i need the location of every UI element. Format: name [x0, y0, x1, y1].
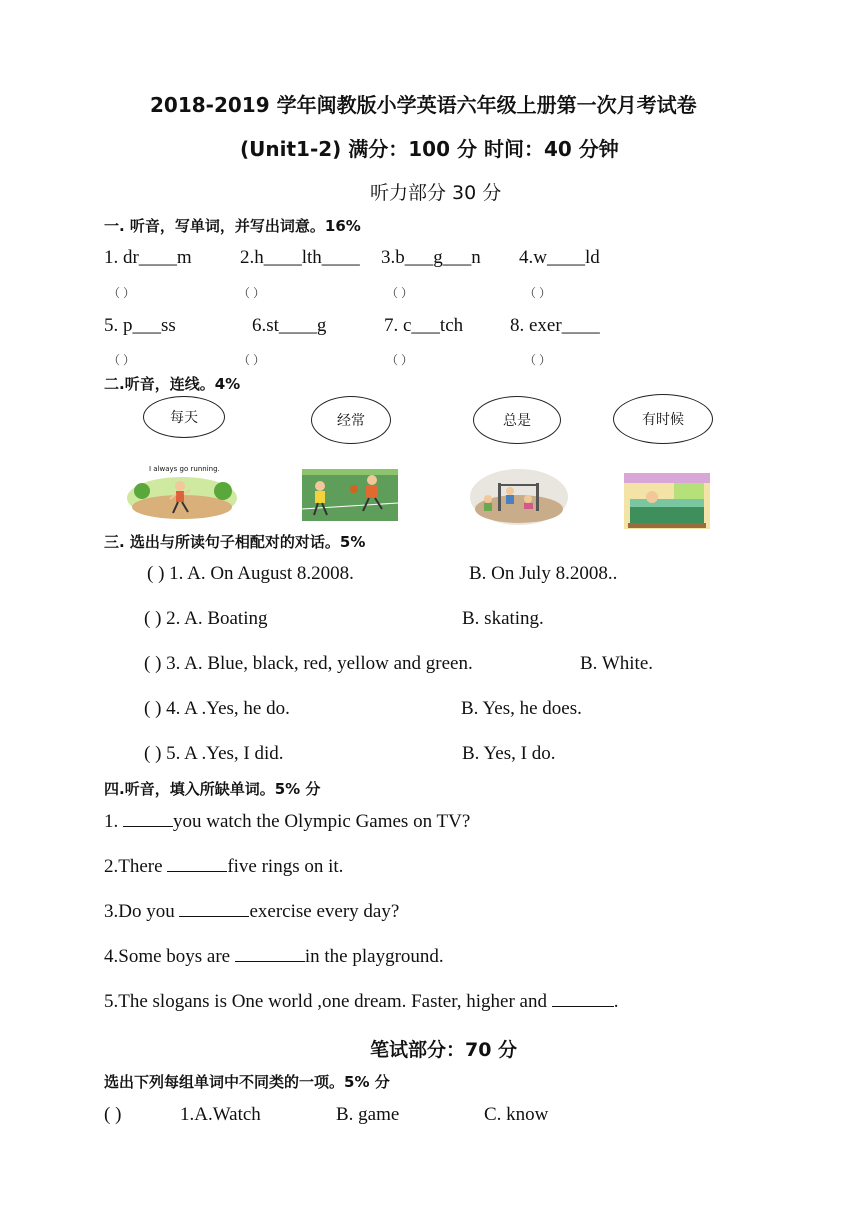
oval-often: 经常 — [311, 396, 391, 444]
running-caption: I always go running. — [149, 465, 220, 473]
match-q3-b: B. White. — [580, 653, 654, 674]
word-2: 2.h____lth____ — [240, 247, 360, 268]
word-6: 6.st____g — [252, 315, 327, 336]
fill-q5: 5.The slogans is One world ,one dream. Faster, higher and . — [104, 991, 619, 1012]
match-q2: ( ) 2. A. Boating — [144, 608, 268, 629]
oval-everyday: 每天 — [143, 396, 225, 438]
word-8: 8. exer____ — [510, 315, 600, 336]
word-7: 7. c___tch — [384, 315, 464, 336]
written-heading: 选出下列每组单词中不同类的一项。5% 分 — [104, 1073, 390, 1091]
match-q1-b: B. On July 8.2008.. — [469, 563, 618, 584]
fill-blank[interactable] — [552, 992, 614, 1007]
match-q2-b: B. skating. — [462, 608, 544, 629]
meaning-blank-7: （ ） — [386, 353, 414, 367]
match-q3: ( ) 3. A. Blue, black, red, yellow and green. — [144, 653, 473, 674]
odd-one-q1-b: B. game — [336, 1104, 400, 1125]
section1-heading: 一. 听音，写单词，并写出词意。16% — [104, 217, 361, 235]
meaning-blank-8: （ ） — [524, 353, 552, 367]
listening-title: 听力部分 30 分 — [370, 182, 502, 204]
match-q4: ( ) 4. A .Yes, he do. — [144, 698, 290, 719]
meaning-blank-2: （ ） — [238, 286, 266, 300]
odd-one-paren: ( ) — [104, 1104, 122, 1125]
fill-q4: 4.Some boys are in the playground. — [104, 946, 444, 967]
word-4: 4.w____ld — [519, 247, 600, 268]
fill-q1: 1. you watch the Olympic Games on TV? — [104, 811, 471, 832]
meaning-blank-3: （ ） — [386, 286, 414, 300]
word-3: 3.b___g___n — [381, 247, 481, 268]
running-picture — [127, 463, 238, 520]
oval-always: 总是 — [473, 396, 561, 444]
fill-blank[interactable] — [167, 857, 227, 872]
meaning-blank-5: （ ） — [108, 353, 136, 367]
meaning-blank-6: （ ） — [238, 353, 266, 367]
match-q1: ( ) 1. A. On August 8.2008. — [147, 563, 354, 584]
section3-heading: 三. 选出与所读句子相配对的对话。5% — [104, 533, 366, 551]
odd-one-q1-a: 1.A.Watch — [180, 1104, 261, 1125]
oval-sometimes: 有时候 — [613, 394, 713, 444]
meaning-blank-4: （ ） — [524, 286, 552, 300]
match-q5-b: B. Yes, I do. — [462, 743, 556, 764]
word-5: 5. p___ss — [104, 315, 176, 336]
word-1: 1. dr____m — [104, 247, 192, 268]
section4-heading: 四.听音，填入所缺单词。5% 分 — [104, 780, 321, 798]
written-title: 笔试部分：70 分 — [370, 1039, 518, 1061]
fill-blank[interactable] — [235, 947, 305, 962]
section2-heading: 二.听音，连线。4% — [104, 375, 241, 393]
basketball-picture — [302, 469, 398, 521]
exam-subtitle: (Unit1-2) 满分：100 分 时间：40 分钟 — [240, 137, 619, 161]
match-q5: ( ) 5. A .Yes, I did. — [144, 743, 284, 764]
gym-picture — [470, 469, 568, 525]
fill-blank[interactable] — [123, 812, 173, 827]
fill-blank[interactable] — [179, 902, 249, 917]
match-q4-b: B. Yes, he does. — [461, 698, 582, 719]
fill-q3: 3.Do you exercise every day? — [104, 901, 400, 922]
meaning-blank-1: （ ） — [108, 286, 136, 300]
exam-title: 2018-2019 学年闽教版小学英语六年级上册第一次月考试卷 — [150, 93, 697, 117]
odd-one-q1-c: C. know — [484, 1104, 549, 1125]
bedroom-picture — [624, 473, 710, 529]
fill-q2: 2.There five rings on it. — [104, 856, 344, 877]
